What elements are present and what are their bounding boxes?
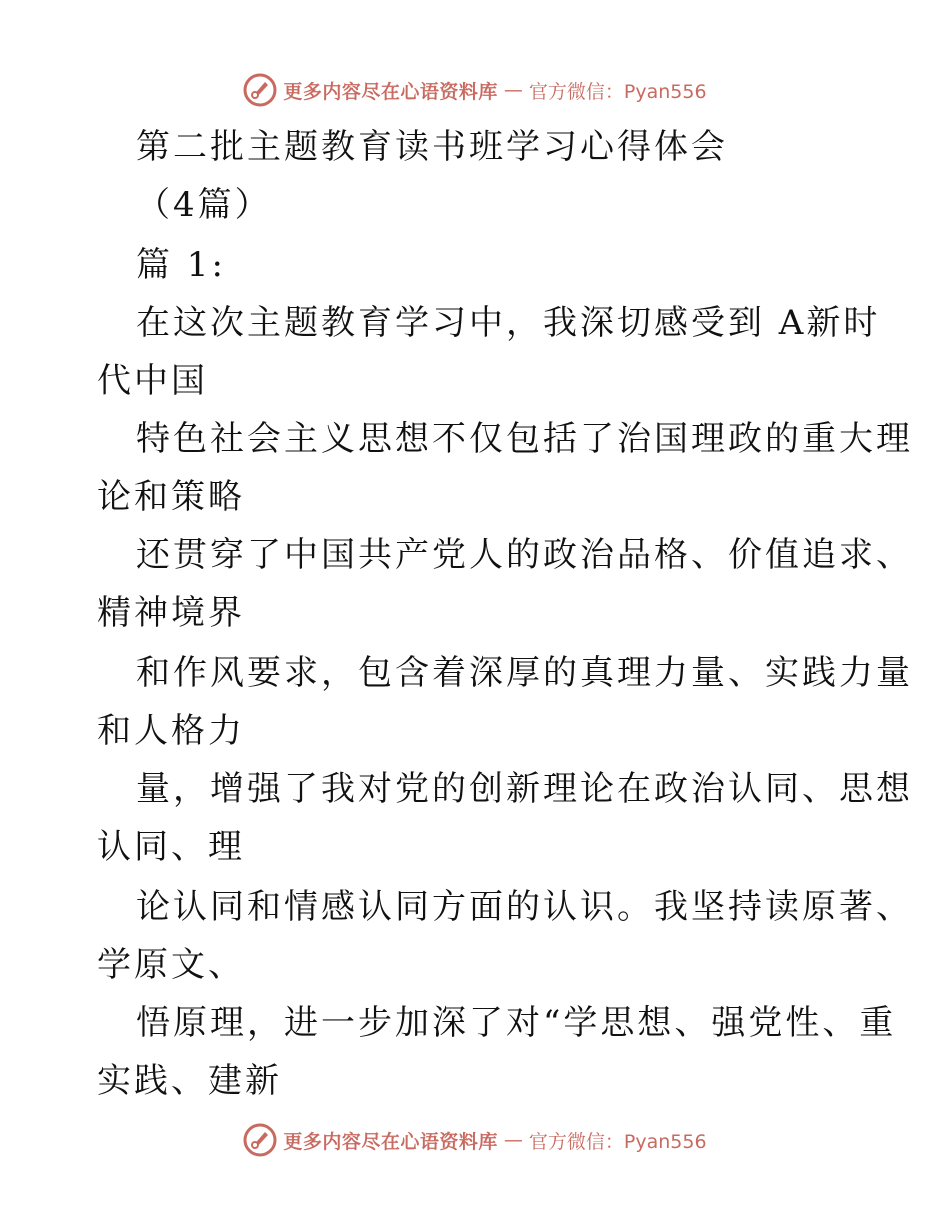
document-subtitle: （4篇） (136, 185, 272, 225)
paragraph-line: 悟原理，进一步加深了对“学思想、强党性、重 (136, 1003, 897, 1043)
paragraph-line: 代中国 (97, 361, 208, 401)
paragraph-line: 特色社会主义思想不仅包括了治国理政的重大理 (136, 419, 913, 459)
paragraph-line: 实践、建新 (97, 1061, 282, 1101)
banner-contact: 官方微信：Pyan556 (528, 1130, 707, 1153)
quill-logo-icon (243, 1123, 277, 1157)
banner-separator: — (503, 1129, 523, 1151)
document-title: 第二批主题教育读书班学习心得体会 (136, 127, 728, 167)
section-label: 篇 1: (136, 245, 226, 285)
quill-logo-icon (243, 73, 277, 107)
paragraph-line: 还贯穿了中国共产党人的政治品格、价值追求、 (136, 535, 913, 575)
paragraph-line: 精神境界 (97, 593, 245, 633)
paragraph-line: 论认同和情感认同方面的认识。我坚持读原著、 (136, 887, 913, 927)
paragraph-line: 学原文、 (97, 945, 245, 985)
header-banner (0, 70, 950, 110)
paragraph-line: 在这次主题教育学习中，我深切感受到 A新时 (136, 303, 881, 343)
banner-separator: — (503, 79, 523, 101)
banner-contact: 官方微信：Pyan556 (528, 80, 707, 103)
paragraph-line: 和人格力 (97, 711, 245, 751)
paragraph-line: 论和策略 (97, 477, 245, 517)
banner-text: 更多内容尽在心语资料库 (283, 1130, 498, 1153)
footer-banner (0, 1120, 950, 1160)
banner-text: 更多内容尽在心语资料库 (283, 80, 498, 103)
paragraph-line: 量，增强了我对党的创新理论在政治认同、思想 (136, 769, 913, 809)
paragraph-line: 和作风要求，包含着深厚的真理力量、实践力量 (136, 653, 913, 693)
paragraph-line: 认同、理 (97, 827, 245, 867)
